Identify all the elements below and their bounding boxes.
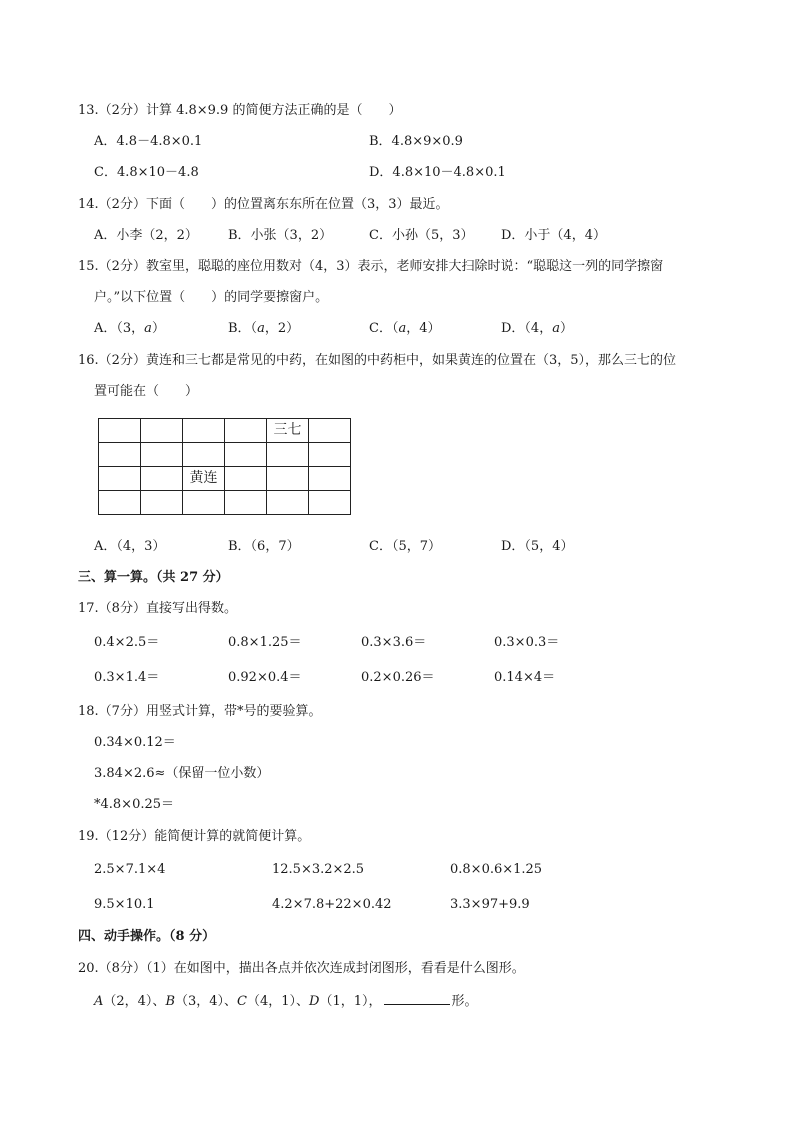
q15-stem-line1: 15.（2分）教室里，聪聪的座位用数对（4，3）表示，老师安排大扫除时说：“聪聪这一列的同学擦窗 <box>78 259 664 274</box>
q13-option-d: D．4.8×10－4.8×0.1 <box>369 165 506 180</box>
q18-item: 3.84×2.6≈（保留一位小数） <box>94 766 270 781</box>
q18-stem: 18.（7分）用竖式计算，带*号的要验算。 <box>78 704 322 719</box>
q17-item: 0.3×0.3＝ <box>494 635 560 650</box>
q19-item: 3.3×97+9.9 <box>450 897 530 912</box>
q19-stem: 19.（12分）能简便计算的就简便计算。 <box>78 829 311 844</box>
q17-item: 0.3×1.4＝ <box>94 670 160 685</box>
grid-cell-huanglian: 黄连 <box>183 467 225 491</box>
q16-option-d: D．（5，4） <box>501 539 574 554</box>
q17-item: 0.4×2.5＝ <box>94 635 160 650</box>
q13-option-b: B．4.8×9×0.9 <box>369 134 463 149</box>
q14-option-d: D．小于（4，4） <box>501 228 606 243</box>
grid-row <box>99 467 351 491</box>
q13-option-a: A．4.8－4.8×0.1 <box>94 134 203 149</box>
q14-stem: 14.（2分）下面（ ）的位置离东东所在位置（3，3）最近。 <box>78 197 449 212</box>
q20-stem: 20.（8分）（1）在如图中，描出各点并依次连成封闭图形，看看是什么图形。 <box>78 961 525 976</box>
q15-option-d: D．（4，a） <box>501 321 573 336</box>
q14-option-c: C．小孙（5，3） <box>369 228 474 243</box>
q17-stem: 17.（8分）直接写出得数。 <box>78 601 237 616</box>
answer-blank[interactable] <box>384 991 450 1005</box>
q19-item: 0.8×0.6×1.25 <box>450 862 543 877</box>
q15-stem-line2: 户。”以下位置（ ）的同学要擦窗户。 <box>94 290 329 305</box>
grid-row <box>99 491 351 515</box>
q17-item: 0.14×4＝ <box>494 670 556 685</box>
q17-item: 0.8×1.25＝ <box>228 635 302 650</box>
q18-item: *4.8×0.25＝ <box>94 797 175 812</box>
grid-row <box>99 443 351 467</box>
q16-stem-line1: 16.（2分）黄连和三七都是常见的中药，在如图的中药柜中，如果黄连的位置在（3，5），那么三七的位 <box>78 353 676 368</box>
q20-points: A（2，4）、B（3，4）、C（4，1）、D（1，1）， 形。 <box>94 991 478 1011</box>
q16-option-a: A．（4，3） <box>94 539 166 554</box>
q19-item: 12.5×3.2×2.5 <box>272 862 365 877</box>
q16-stem-line2: 置可能在（ ） <box>94 384 199 399</box>
q14-option-b: B．小张（3，2） <box>228 228 333 243</box>
q13-option-c: C．4.8×10－4.8 <box>94 165 199 180</box>
q19-item: 9.5×10.1 <box>94 897 155 912</box>
q18-item: 0.34×0.12＝ <box>94 735 176 750</box>
medicine-cabinet-grid <box>98 418 351 515</box>
grid-row <box>99 419 351 443</box>
q16-option-b: B．（6，7） <box>228 539 300 554</box>
q15-option-c: C．（a，4） <box>369 321 441 336</box>
q15-option-b: B．（a，2） <box>228 321 300 336</box>
section-3-heading: 三、算一算。（共 27 分） <box>78 570 229 585</box>
q17-item: 0.2×0.26＝ <box>361 670 435 685</box>
q15-option-a: A．（3，a） <box>94 321 165 336</box>
q17-item: 0.3×3.6＝ <box>361 635 427 650</box>
q16-option-c: C．（5，7） <box>369 539 441 554</box>
q13-stem: 13.（2分）计算 4.8×9.9 的简便方法正确的是（ ） <box>78 103 402 118</box>
q19-item: 4.2×7.8+22×0.42 <box>272 897 392 912</box>
section-4-heading: 四、动手操作。（8 分） <box>78 929 216 944</box>
q14-option-a: A．小李（2，2） <box>94 228 198 243</box>
q17-item: 0.92×0.4＝ <box>228 670 302 685</box>
q19-item: 2.5×7.1×4 <box>94 862 166 877</box>
grid-cell-sanqi: 三七 <box>267 419 309 443</box>
